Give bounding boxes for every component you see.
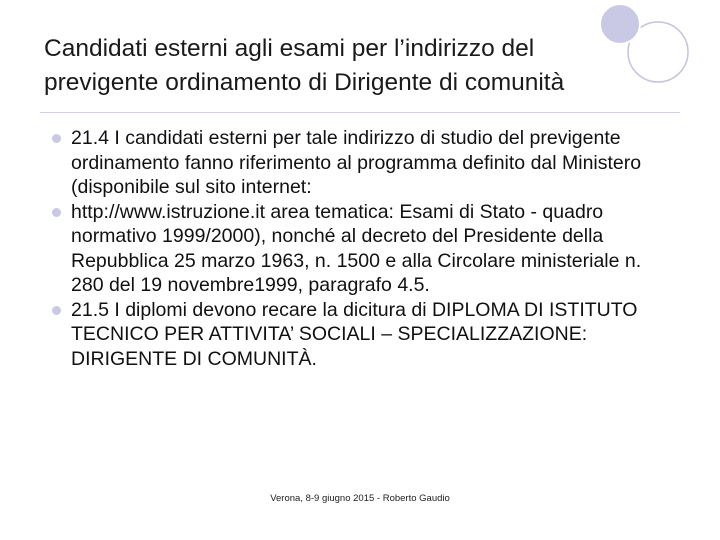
bullet-list <box>52 126 672 371</box>
bullet-dot-icon <box>52 208 61 217</box>
bullet-text: 21.5 I diplomi devono recare la dicitura di DIPLOMA DI ISTITUTO TECNICO PER ATTIVITA’ SOCIALI – SPECIALIZZAZIONE: DIRIGENTE DI COMUNITÀ. <box>71 298 638 370</box>
bullet-dot-icon <box>52 306 61 315</box>
bullet-item <box>52 200 672 298</box>
bullet-text: http://www.istruzione.it area tematica: Esami di Stato - quadro normativo 1999/2000), nonché al decreto del Presidente della Repubblica 25 marzo 1963, n. 1500 e alla Circolare ministeriale n. 280 del 19 novembre1999, paragrafo 4.5. <box>71 200 642 296</box>
slide-title: Candidati esterni agli esami per l’indirizzo del previgente ordinamento di Dirigente di comunità <box>44 35 565 96</box>
title-divider <box>40 112 680 113</box>
bullet-item <box>52 126 672 200</box>
bullet-text: 21.4 I candidati esterni per tale indirizzo di studio del previgente ordinamento fanno riferimento al programma definito dal Ministero (disponibile sul sito internet: <box>71 127 642 198</box>
bullet-item <box>52 298 672 372</box>
bullet-dot-icon <box>52 134 61 143</box>
slide-footer: Verona, 8-9 giugno 2015 - Roberto Gaudio <box>270 493 450 504</box>
